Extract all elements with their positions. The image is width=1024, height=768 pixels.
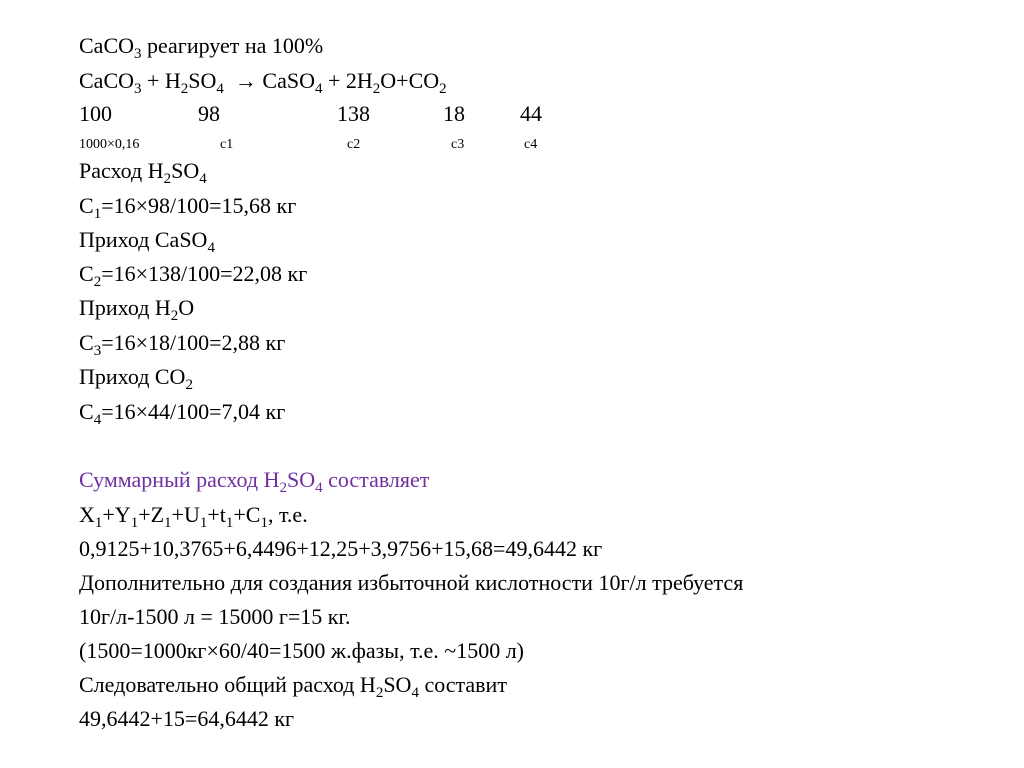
subscript: 2 [279,480,287,496]
text: 10г/л-1500 л = 15000 г=15 кг. [79,604,351,629]
text: 49,6442+15=64,6442 кг [79,706,295,731]
text: +C [233,502,261,527]
h2o-income-heading [79,295,195,324]
liquid-phase-note [79,638,524,664]
text: =16×138/100=22,08 кг [101,261,308,286]
mass-label-c4: c4 [524,137,538,152]
subscript: 2 [180,81,189,97]
text: +Y [102,502,131,527]
subscript: 4 [314,81,323,97]
caso4-income-heading [79,227,215,256]
mass-label-caco3: 1000×0,16 [79,137,140,152]
text: составит [418,672,507,697]
text: реагирует на 100% [141,33,324,58]
subscript: 1 [94,515,103,531]
text: SO [171,158,200,183]
subscript: 4 [199,171,207,187]
grand-total-value [79,706,294,732]
reaction-equation [79,68,447,97]
total-sum-formula [79,502,308,531]
text: Приход H [79,295,171,320]
text: O [178,295,195,320]
text: Приход CaSO [79,227,208,252]
mass-label-c2: c2 [347,137,361,152]
text: +Z [138,502,165,527]
text: → CaSO [223,68,315,93]
text: =16×98/100=15,68 кг [101,193,297,218]
molar-mass-co2: 44 [520,101,542,126]
molar-mass-caso4: 138 [337,101,370,126]
c1-calculation [79,193,297,222]
text: +t [207,502,226,527]
text: =16×44/100=7,04 кг [101,399,286,424]
subscript: 1 [199,515,208,531]
molar-mass-row [0,101,1024,127]
subscript: 4 [315,480,323,496]
subscript: 2 [372,81,381,97]
h2so4-consumption-heading [79,158,207,187]
subscript: 2 [375,685,384,701]
subscript: 4 [207,240,215,256]
subscript: 4 [411,685,419,701]
subscript: 1 [260,515,268,531]
extra-acidity-statement [79,570,743,596]
c3-calculation [79,330,286,359]
molar-mass-caco3: 100 [79,101,112,126]
text: SO [383,672,412,697]
c2-calculation [79,261,308,290]
text: составляет [322,467,430,492]
reaction-statement [79,33,324,62]
co2-income-heading [79,364,193,393]
molar-mass-h2so4: 98 [198,101,220,126]
grand-total-heading [79,672,507,701]
subscript: 2 [163,171,172,187]
text: 0,9125+10,3765+6,4496+12,25+3,9756+15,68=49,6442 кг [79,536,603,561]
text: + H [141,68,181,93]
text: O+CO [380,68,440,93]
subscript: 4 [216,81,224,97]
text: CaCO [79,33,134,58]
text: C [79,261,94,286]
subscript: 2 [185,377,193,393]
mass-label-c3: c3 [451,137,465,152]
subscript: 1 [93,206,102,222]
subscript: 2 [93,274,102,290]
mass-label-row [0,132,1024,152]
subscript: 4 [93,412,102,428]
text: X [79,502,95,527]
subscript: 3 [93,343,102,359]
subscript: 3 [134,81,142,97]
text: C [79,399,94,424]
subscript: 1 [130,515,139,531]
subscript: 2 [170,308,179,324]
text: Следовательно общий расход H [79,672,376,697]
mass-label-c1: c1 [220,137,234,152]
text: (1500=1000кг×60/40=1500 ж.фазы, т.е. ~1500 л) [79,638,524,663]
text: =16×18/100=2,88 кг [101,330,286,355]
text: Приход CO [79,364,186,389]
text: Расход H [79,158,164,183]
total-consumption-heading [79,467,430,496]
c4-calculation [79,399,286,428]
subscript: 3 [134,46,142,62]
text: C [79,193,94,218]
total-sum-values [79,536,602,562]
text: CaCO [79,68,134,93]
subscript: 1 [225,515,234,531]
text: Дополнительно для создания избыточной кислотности 10г/л требуется [79,570,744,595]
text: SO [188,68,217,93]
subscript: 1 [164,515,172,531]
text: SO [286,467,316,492]
text: Суммарный расход H [79,467,280,492]
subscript: 2 [439,81,447,97]
text: + 2H [322,68,373,93]
text: , т.е. [267,502,308,527]
text: C [79,330,94,355]
text: +U [171,502,200,527]
molar-mass-h2o: 18 [443,101,465,126]
extra-acidity-calculation [79,604,351,630]
